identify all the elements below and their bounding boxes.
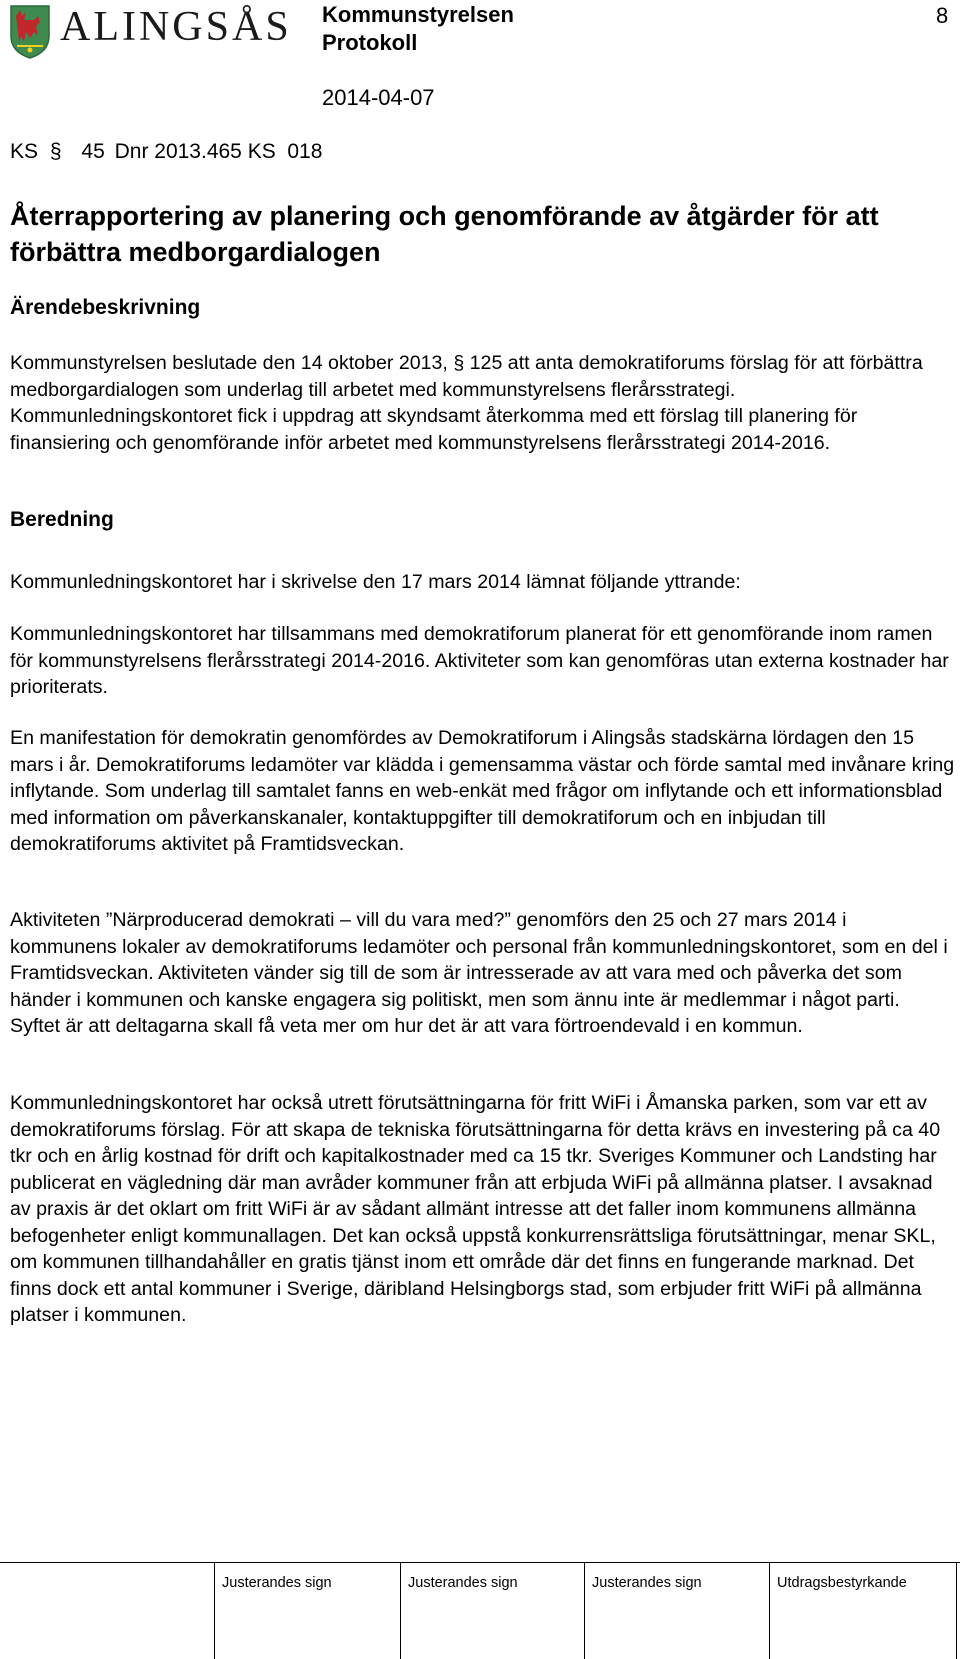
footer-divider-3 bbox=[584, 1563, 585, 1659]
section-symbol: § bbox=[49, 140, 62, 163]
footer-divider-4 bbox=[769, 1563, 770, 1659]
section-heading-beredning: Beredning bbox=[10, 508, 114, 531]
page-title: Återrapportering av planering och genomförande av åtgärder för att förbättra medborgardialogen bbox=[10, 201, 879, 267]
paragraph-5: Kommunledningskontoret har också utrett förutsättningarna för fritt WiFi i Åmanska parken, som var ett av demokratiforums förslag. För att skapa de tekniska förutsättningarna för detta krävs en investering på ca 40 tkr och en årlig kostnad för drift och kapitalkostnader med ca 15 tkr. Sveriges Kommuner och Landsting har publicerat en vägledning där man avråder kommuner från att erbjuda WiFi på allmänna platser. I avsaknad av praxis är det oklart om fritt WiFi är av sådant allmänt intresse att det faller inom kommunens allmänna befogenheter enligt kommunallagen. Det kan också uppstå konkurrensrättsliga förutsättningar, menar SKL, om kommunen tillhandahåller en gratis tjänst inom ett område där det finns en fungerande marknad. Det finns dock ett antal kommuner i Sverige, däribland Helsingborgs stad, som erbjuder fritt WiFi på allmänna platser i kommunen. bbox=[10, 1092, 941, 1326]
sign-box-1: Justerandes sign bbox=[222, 1575, 332, 1591]
paragraph-2: Kommunledningskontoret har tillsammans med demokratiforum planerat för ett genomförande inom ramen för kommunstyrelsens flerårsstrategi 2014-2016. Aktiviteter som kan genomföras utan externa kostnader har prioriterats. bbox=[10, 623, 949, 698]
protocol-date: 2014-04-07 bbox=[322, 85, 435, 110]
page-number: 8 bbox=[936, 3, 949, 28]
coat-of-arms-icon bbox=[8, 2, 52, 60]
case-prefix: KS bbox=[10, 140, 39, 163]
paragraph-3: En manifestation för demokratin genomfördes av Demokratiforum i Alingsås stadskärna lördagen den 15 mars i år. Demokratiforums ledamöter var klädda i gemensamma västar och förde samtal med invånare kring inflytande. Som underlag till samtalet fanns en web-enkät med frågor om inflytande och ett informationsblad med information om påverkanskanaler, kontaktuppgifter till demokratiforum och en inbjudan till demokratiforums aktivitet på Framtidsveckan. bbox=[10, 727, 955, 855]
case-reference bbox=[10, 138, 322, 166]
sign-box-2: Justerandes sign bbox=[408, 1575, 518, 1591]
municipality-logo bbox=[8, 2, 298, 66]
footer-border-right bbox=[956, 1563, 957, 1659]
paragraph-arende: Kommunstyrelsen beslutade den 14 oktober 2013, § 125 att anta demokratiforums förslag för att förbättra medborgardialogen som underlag till arbetet med kommunstyrelsens flerårsstrategi. Kommunledningskontoret fick i uppdrag att skyndsamt återkomma med ett förslag till planering för finansiering och genomförande inför arbetet med kommunstyrelsens flerårsstrategi 2014-2016. bbox=[10, 352, 923, 454]
logo-wordmark: ALINGSÅS bbox=[60, 4, 292, 50]
organ-name: Kommunstyrelsen bbox=[322, 2, 514, 27]
footer-divider-1 bbox=[214, 1563, 215, 1659]
sign-box-3: Justerandes sign bbox=[592, 1575, 702, 1591]
case-dnr: Dnr 2013.465 KS 018 bbox=[114, 140, 323, 163]
footer-divider-2 bbox=[400, 1563, 401, 1659]
section-heading-arende: Ärendebeskrivning bbox=[10, 296, 201, 319]
footer-divider bbox=[0, 1562, 960, 1563]
case-number: 45 bbox=[81, 140, 105, 163]
sign-box-certified: Utdragsbestyrkande bbox=[777, 1575, 907, 1591]
document-type: Protokoll bbox=[322, 30, 418, 55]
paragraph-4: Aktiviteten ”Närproducerad demokrati – vill du vara med?” genomförs den 25 och 27 mars 2014 i kommunens lokaler av demokratiforums ledamöter och personal från kommunledningskontoret, som en del i Framtidsveckan. Aktiviteten vänder sig till de som är intresserade av att vara med och påverka det som händer i kommunen och kanske engagera sig politiskt, men som ännu inte är medlemmar i något parti. Syftet är att deltagarna skall få veta mer om hur det är att vara förtroendevald i en kommun. bbox=[10, 909, 948, 1037]
paragraph-1: Kommunledningskontoret har i skrivelse den 17 mars 2014 lämnat följande yttrande: bbox=[10, 571, 741, 593]
